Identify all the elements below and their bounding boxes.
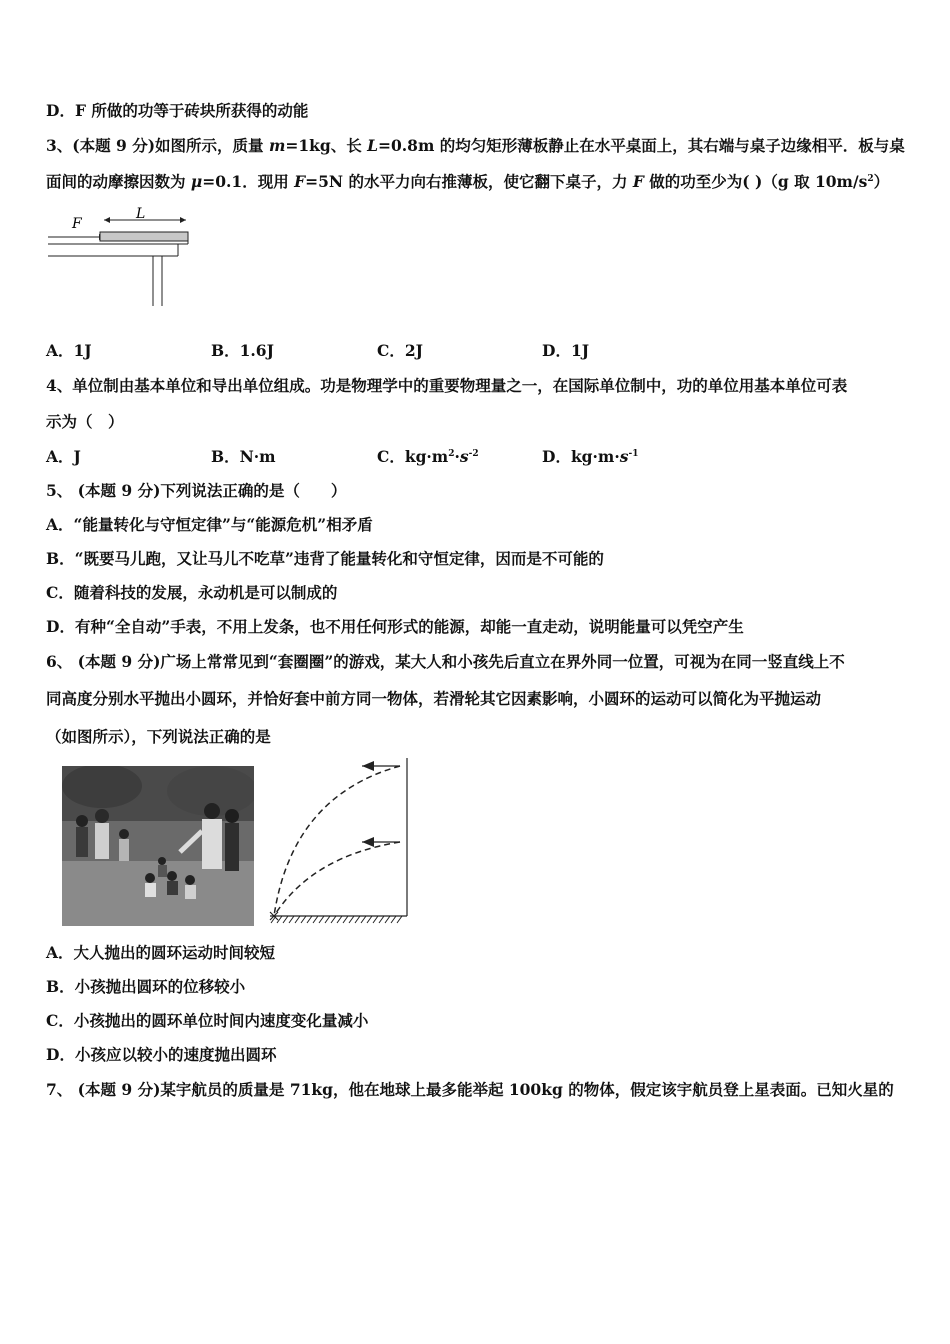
q6-projectile-diagram: [262, 756, 414, 926]
q6-stem-line3: （如图所示），下列说法正确的是: [46, 727, 271, 746]
q4-option-a: A．J: [46, 447, 81, 466]
q3-option-a: A．1J: [46, 341, 92, 360]
q3-option-d: D．1J: [542, 341, 590, 360]
q5-option-c: C．随着科技的发展，永动机是可以制成的: [46, 583, 338, 602]
q6-stem-line2: 同高度分别水平抛出小圆环，并恰好套中前方同一物体，若滑轮其它因素影响，小圆环的运动可以简化为平抛运动: [46, 689, 822, 708]
ring-toss-photo: [62, 766, 254, 926]
q4-stem-line2: 示为（ ）: [46, 412, 124, 431]
q6-stem-line1: 6、 (本题 9 分)广场上常常见到“套圈圈”的游戏，某大人和小孩先后直立在界外同一位置，可视为在同一竖直线上不: [46, 652, 845, 671]
q6-option-c: C．小孩抛出的圆环单位时间内速度变化量减小: [46, 1011, 369, 1030]
q4-option-d: D．$kg\cdot m\cdot s^{-1}$: [542, 447, 639, 466]
q4-option-b: B．N·m: [211, 447, 276, 466]
q3-option-c: C．2J: [377, 341, 423, 360]
q3-stem-line2: 面间的动摩擦因数为 μ=0.1．现用 F=5N 的水平力向右推薄板，使它翻下桌子，力 F 做的功至少为( )（g 取 $10m/s^2$）: [46, 172, 890, 191]
q3-fig-label-f: F: [72, 216, 82, 232]
q6-option-a: A．大人抛出的圆环运动时间较短: [46, 943, 276, 962]
q5-option-b: B．“既要马儿跑，又让马儿不吃草”违背了能量转化和守恒定律，因而是不可能的: [46, 549, 604, 568]
q7-stem-line1: 7、 (本题 9 分)某宇航员的质量是 71kg，他在地球上最多能举起 100kg 的物体，假定该宇航员登上星表面。已知火星的: [46, 1080, 894, 1099]
q2-option-d: D．F 所做的功等于砖块所获得的动能: [46, 101, 309, 120]
q5-option-d: D．有种“全自动”手表，不用上发条，也不用任何形式的能源，却能一直走动，说明能量可以凭空产生: [46, 617, 744, 636]
q4-stem-line1: 4、单位制由基本单位和导出单位组成。功是物理学中的重要物理量之一，在国际单位制中，功的单位用基本单位可表: [46, 376, 848, 395]
q6-option-b: B．小孩抛出圆环的位移较小: [46, 977, 246, 996]
q3-plank: [100, 232, 188, 241]
q3-option-b: B．1.6J: [211, 341, 274, 360]
q3-stem-line1: 3、(本题 9 分)如图所示，质量 m=1kg、长 L=0.8m 的均匀矩形薄板静止在水平桌面上，其右端与桌子边缘相平．板与桌: [46, 136, 905, 155]
q6-option-d: D．小孩应以较小的速度抛出圆环: [46, 1045, 277, 1064]
q3-fig-label-l: L: [136, 206, 146, 222]
q3-plank-diagram: [44, 206, 194, 312]
q4-option-c: C．$kg\cdot m^2\cdot s^{-2}$: [377, 447, 479, 466]
q5-stem: 5、 (本题 9 分)下列说法正确的是（ ）: [46, 481, 347, 500]
q5-option-a: A．“能量转化与守恒定律”与“能源危机”相矛盾: [46, 515, 373, 534]
